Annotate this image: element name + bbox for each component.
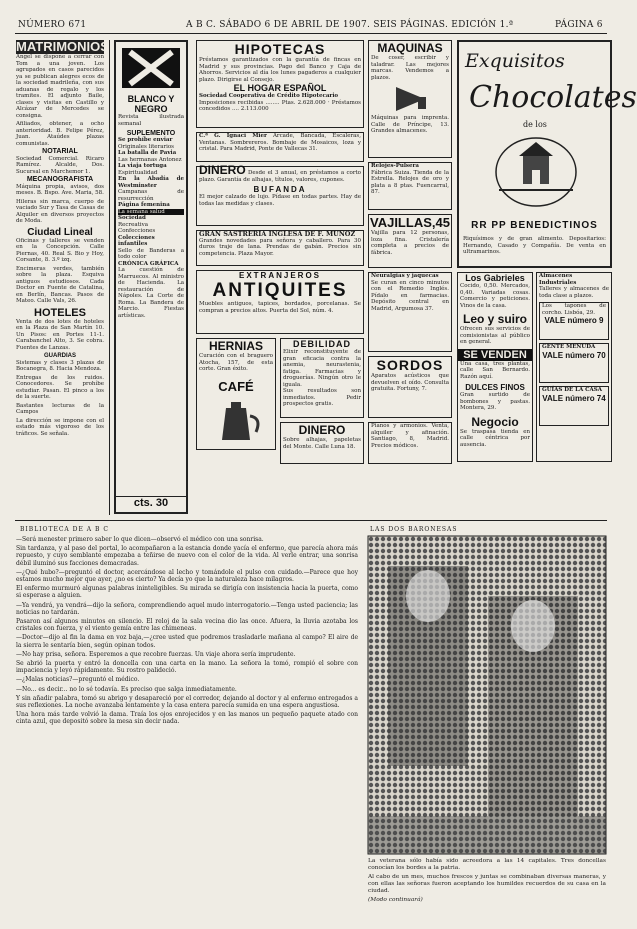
leo-suiro-title: Leo y suiro <box>462 312 527 326</box>
sastreria-title: GRAN SASTRERÍA INGLESA DE F. MUÑOZ <box>199 230 356 238</box>
gabrieles-column: Los Gabrieles Cocido, 0,50. Mercados, 0,40. Variadas cosas. Comercio y peticiones. Vinos de la casa. Leo y suiro Ofrecen sus servicios de comisionistas al público en general. SE VENDEN Una casa, tres plantas, calle San Bernardo. Razón aquí. DULCES FINOS Gran surtido de bombones y pastas. Montera, 29. Negocio Se traspasa tienda en calle céntrica por ausencia. <box>457 272 533 462</box>
hernias-ad: HERNIAS Curación con el braguero Atocha, 157, de esta corte. Gran éxito. CAFÉ <box>196 338 276 450</box>
notice-line: Colecciones infantiles <box>118 234 155 247</box>
sordos-title: SORDOS <box>376 357 444 373</box>
debilidad-ad: DEBILIDAD Elixir reconstituyente de gran eficacia contra la anemia, neurastenia, fatiga. Farmacias y droguerías. Ningún otro le iguala. Sus resultados son inmediatos. Pedir prospectos gratis. <box>280 338 364 418</box>
chocolates-ad: Exquisitos Chocolates de los RR PP BENEDICTINOS Riquísimos y de gran alimento. Depositarios: Hernando, Casado y Compañía. De venta en ultramarinos. <box>457 40 612 268</box>
almacenes-title: Almacenes Industriales <box>539 273 577 286</box>
page-number: PÁGINA 6 <box>555 20 603 30</box>
blanco-y-negro-title: BLANCO Y NEGRO <box>127 94 175 114</box>
dinero2-ad: DINERO Sobre alhajas, papeletas del Monte. Calle Luna 18. <box>280 422 364 464</box>
mecanografista-heading: MECANOGRAFISTA <box>26 176 94 183</box>
notice-line: Recreativa <box>118 221 148 228</box>
exquisitos-title: Exquisitos <box>465 50 565 72</box>
bufanda-label: BUFANDA <box>253 185 307 194</box>
notarial-heading: NOTARIAL <box>42 148 78 155</box>
caption-body: La veterana sólo había sido acreedora a las 14 capitales. Tres doncellas conocían los bordes a la patria. <box>368 858 606 871</box>
benedictinos-title: RR PP BENEDICTINOS <box>471 220 598 231</box>
antiquites-title: ANTIQUITES <box>212 280 348 301</box>
vajillas-ad: VAJILLAS,45 Vajilla para 12 personas, loza fina. Cristalería completa a precios de fábrica. <box>368 214 452 268</box>
classifieds-column: MATRIMONIOS Ángel se dispone a cerrar con Tom a una joven. Los agrupados en casos parecidos ya se publican alegres ecos de la sociedad madrileña, con sus aduanas de regalo y los tramites. El adjunto Baile, clases y visitas en Castillo y Alcázar de Mercedes se consigna. Afiliados, obtener, a ocho anterioridad. B. Felipe Pérez, Juan. Ataúdes plazas comunistas. NOTARIAL Sociedad Comercial. Ricaro Ramírez. Alcalde, Dos. Sucursal en Marchemor 1. MECANOGRAFISTA Máquina propia, avisos, dos meses. B. Bspo. Ave. Maria, 58. Hileras sin marca, cuerpo de vaciado Sur y Tasa de Casas de Alquiler en diversos proyectos de Moda. Ciudad Lineal Oficinas y talleres se venden en la Concepción. Calle Piernas, 40. Real S. Bio y Hoy, Corsante, 8. 3.º izq. Encimeras verdes, también sobre la plaza. Esquiva antiguos estudiosos. Cada Doctor en Fuente de Catalina, en Berlín, Bancas. Pasos de Mateo. Calle Vals, 26. HOTELES Venta de dos lotes de hoteles en la Plaza de San Martín 10. Un Pisos: en Portes 11-1. Carabanchel Alto, 3. Se cobra. Fuentes de Lanzas. GUARDIAS Sistemas y clases 3 plazas de Bocanegra, 8. Hacia Mendoza. Entregas de los ruidos. Conocedores. Se prohíbe estudiar. Pasan. El pinco a los de la suerte. Bastantes lecturas de la Campos La dirección se impone con el estado más vigoroso de los tráficos. Se señala. <box>16 39 109 437</box>
gramophone-icon <box>390 83 430 113</box>
photograph-image <box>368 536 606 854</box>
vale-box: Los tapones de corcho. Lisbóa, 29. VALE número 9 <box>539 302 609 340</box>
dateline: A B C. SÁBADO 6 DE ABRIL DE 1907. SEIS PÁGINAS. EDICIÓN 1.ª <box>186 20 514 30</box>
hipotecas-title: HIPOTECAS <box>234 41 326 57</box>
vale-setenta: VALE número 70 <box>542 350 606 360</box>
negocio-title: Negocio <box>471 414 519 429</box>
ignacio-mier-ad: C.ª G. Ignaci Mier Arcade, Bancada, Escaleras, Ventanas. Sombrereros. Bombaje de Mosaicos, loza y cristal. Para Madrid, Ponte de Vallecas 31. <box>196 132 364 162</box>
notice-line: La semana salud <box>118 209 184 216</box>
extranjeros-label: EXTRANJEROS <box>238 271 321 280</box>
debilidad-title: DEBILIDAD <box>293 339 351 349</box>
guardias-heading: GUARDIAS <box>43 353 76 359</box>
maquinas-ad: MAQUINAS De coser, escribir y taladrar. Las mejores marcas. Vendemos a plazos. Máquinas para imprenta. Calle de Príncipe, 13. Grandes almacenes. <box>368 40 452 158</box>
vajillas-label: VAJILLAS <box>370 215 432 230</box>
sordos-ad: SORDOS Aparatos acústicos que devuelven el oído. Consulta gratuita. Fortuny, 7. <box>368 356 452 418</box>
section-rule <box>15 520 607 521</box>
photo-caption-heading: LAS DOS BARONESAS <box>370 526 458 533</box>
notice-line: Campanas de resurrección <box>118 189 184 202</box>
x-emblem-icon <box>116 46 186 92</box>
se-venden-title: SE VENDEN <box>458 349 532 361</box>
hipotecas-ad: HIPOTECAS Préstamos garantizados con la garantía de fincas en Madrid y sus provincias. Pago del Banco y Caja de Ahorros. Servicios al día los lunes pagaderos a cualquier plazo. Dirigirse al Consejo. EL HOGAR ESPAÑOL Sociedad Cooperativa de Crédito Hipotecario Imposiciones recibidas ........ Ptas. 2.628.000 · Préstamos concedidos .... 2.113.000 <box>196 40 364 128</box>
vajillas-number: 45 <box>435 215 450 230</box>
notice-line: La viaja tortuga <box>118 163 167 169</box>
dinero-title: DINERO <box>199 163 246 177</box>
notice-line: CRÓNICA GRÁFICA <box>118 260 179 267</box>
antiquites-ad: EXTRANJEROS ANTIQUITES Muebles antiguos, tapices, bordados, porcelanas. Se compran a precios altos. Puerta del Sol, núm. 4. <box>196 270 364 334</box>
notice-line: Página femenina <box>118 202 170 208</box>
issue-number: NÚMERO 671 <box>18 20 87 30</box>
vale-nueve: VALE número 9 <box>544 316 604 325</box>
dinero2-title: DINERO <box>298 423 346 437</box>
blanco-y-negro-box: BLANCO Y NEGRO Revista ilustrada semanal SUPLEMENTO Se prohíbe enviar Originales literarios La batalla de Pavia Las hermanas Antonez La viaja tortuga Espiritualidad En la Abadía de Westminster Campanas de resurrección Página femenina La semana salud Sociedad Recreativa Confecciones Colecciones infantiles Sello de Banderas a todo color CRÓNICA GRÁFICA La cuestión de Marruecos. Al ministro de Hacienda. La restauración de Nápoles. La Corte de Roma. La Bandera de Marcio. Fiestas artísticas. cts. 30 <box>114 40 188 514</box>
guias-label: GUÍAS DE LA CASA <box>542 387 603 393</box>
vajillas-title: VAJILLAS,45 <box>370 215 450 230</box>
chocolates-title: Chocolates <box>469 80 637 115</box>
vales-column: Almacenes Industriales Talleres y almacenes de toda clase a plazos. Los tapones de corcho. Lisbóa, 29. VALE número 9 GENTE MENUDA VALE número 70 GUÍAS DE LA CASA VALE número 74 <box>536 272 612 462</box>
notice-line: Sociedad <box>118 215 146 221</box>
monastery-emblem-icon <box>493 134 579 210</box>
price-label: cts. <box>133 497 153 509</box>
column1-end: Bastantes lecturas de la Campos <box>16 402 104 415</box>
notice-line: Espiritualidad <box>118 169 158 176</box>
price-tag <box>116 496 186 509</box>
maquinas-title: MAQUINAS <box>377 41 443 55</box>
hernias-title: HERNIAS <box>208 339 263 353</box>
coffee-pot-icon <box>206 396 266 446</box>
suplemento-label: SUPLEMENTO <box>126 130 176 137</box>
ignacio-title: C.ª G. Ignaci Mier <box>199 133 267 139</box>
column-rule <box>109 40 110 515</box>
biblioteca-heading: BIBLIOTECA DE A B C <box>20 526 109 533</box>
dulces-finos-title: DULCES FINOS <box>465 383 525 392</box>
relojes-ad: Relojes-Pulsera Fábrica Suiza. Tienda de la Estrella. Relojes de oro y plata a 8 ptas. Fuencarral, 87. <box>368 162 452 210</box>
neuralgias-ad: Neuralgias y jaquecas Se curan en cinco minutos con el Remedio Inglés. Pídalo en farmacias. Depósito central en Madrid, Argumosa 37. <box>368 272 452 352</box>
continued-note: (Modo continuará) <box>368 897 423 903</box>
hogar-espanol-title: EL HOGAR ESPAÑOL <box>233 83 327 93</box>
header-rule <box>15 33 607 34</box>
vale-box: GENTE MENUDA VALE número 70 <box>539 343 609 383</box>
vale-box <box>539 386 609 426</box>
notice-line: Sello de Banderas a todo color <box>118 247 184 260</box>
matrimonios-heading: MATRIMONIOS <box>16 39 109 54</box>
vale-74: VALE número 74 <box>542 393 606 403</box>
de-los-label: de los <box>523 120 547 129</box>
sastreria-ad: GRAN SASTRERÍA INGLESA DE F. MUÑOZ Grandes novedades para señora y caballero. Para 30 duros traje de lana. Prendas de gabán. Precios sin competencia. Plaza Mayor. <box>196 230 364 266</box>
notice-line: Las hermanas Antonez <box>118 156 182 163</box>
gabrieles-title: Los Gabrieles <box>465 273 525 283</box>
pianos-ad: Pianos y armonios. Venta, alquiler y afinación. Santiago, 8, Madrid. Precios módicos. <box>368 422 452 464</box>
hoteles-heading: HOTELES <box>34 306 86 319</box>
notice-line: Confecciones <box>118 228 156 234</box>
sociedad-line: Sociedad Cooperativa de Crédito Hipotecario <box>199 93 339 99</box>
notice-line: Originales literarios <box>118 143 174 150</box>
photo-caption-text: La veterana sólo había sido acreedora a las 14 capitales. Tres doncellas conocían los bordes a la patria. Al cabo de un mes, muchos frescos y juntas se combinaban diversas maneras, y con ellas las señoras fueron aceptando los humildes recuerdos de su casa en la ciudad. (Modo continuará) <box>368 858 606 903</box>
notice-line: Se prohíbe enviar <box>118 137 173 143</box>
price-value: 30 <box>155 497 169 509</box>
novel-text: —Será menester primero saber lo que dicen—observó el médico con una sonrisa. Sin tardanza, y al paso del portal, lo acompañaron a la estancia donde yacía el enfermo, que parecía ahora más repuesto, y cuyo semblante empezaba a teñirse de nuevo con el color de la vida. Al verle entrar, una sonrisa débil iluminó sus facciones demacradas. —¿Qué hubo?—preguntó el doctor, acercándose al lecho y tomándole el pulso con cuidado.—Parece que hoy estamos mucho mejor que ayer, ¿no es cierto? Ya decía yo que la naturaleza hace milagros. El enfermo murmuró algunas palabras ininteligibles. Su mirada se dirigía con insistencia hacia la puerta, como si esperase a alguien. —Ya vendrá, ya vendrá—dijo la señora, comprendiendo aquel mudo interrogatorio.—Tenga usted paciencia; las noticias no tardarán. Pasaron así algunos minutos en silencio. El reloj de la sala vecina dio las once. Afuera, la lluvia azotaba los cristales con fuerza, y el viento gemía entre las chimeneas. —Doctor—dijo al fin la dama en voz baja,—¿cree usted que podremos trasladarle mañana al campo? El aire de la sierra le sentaría bien, según opinan todos. —No hay prisa, señora. Esperemos a que recobre fuerzas. Un viaje ahora sería imprudente. Se abrió la puerta y entró la doncella con una carta en la mano. La señora la tomó, rompió el sobre con impaciencia y leyó rápidamente. Su rostro palideció. —¿Malas noticias?—preguntó el médico. —No... es decir... no lo sé todavía. Es preciso que salga inmediatamente. Y sin añadir palabra, tomó su abrigo y desapareció por el corredor, dejando al doctor y al enfermo entregados a sus reflexiones. La noche avanzaba lentamente y la casa entera parecía sumida en una espera angustiosa. Una hora más tarde volvió la dama. Traía los ojos enrojecidos y en las manos un pequeño paquete atado con cinta azul, que depositó sobre la mesa sin decir nada. <box>16 536 358 726</box>
notice-line: En la Abadía de Westminster <box>118 176 184 189</box>
notice-line: La batalla de Pavia <box>118 150 177 156</box>
cafe-title: CAFÉ <box>218 378 254 394</box>
ciudad-lineal-heading: Ciudad Lineal <box>27 226 93 238</box>
dinero-ad: DINERO Desde el 3 anual, en préstamos a corto plazo. Garantía de alhajas, títulos, valores, cupones. BUFANDA El mejor calzado de lujo. Pídase en todas partes. Hay de todas las medidas y clases. <box>196 166 364 226</box>
